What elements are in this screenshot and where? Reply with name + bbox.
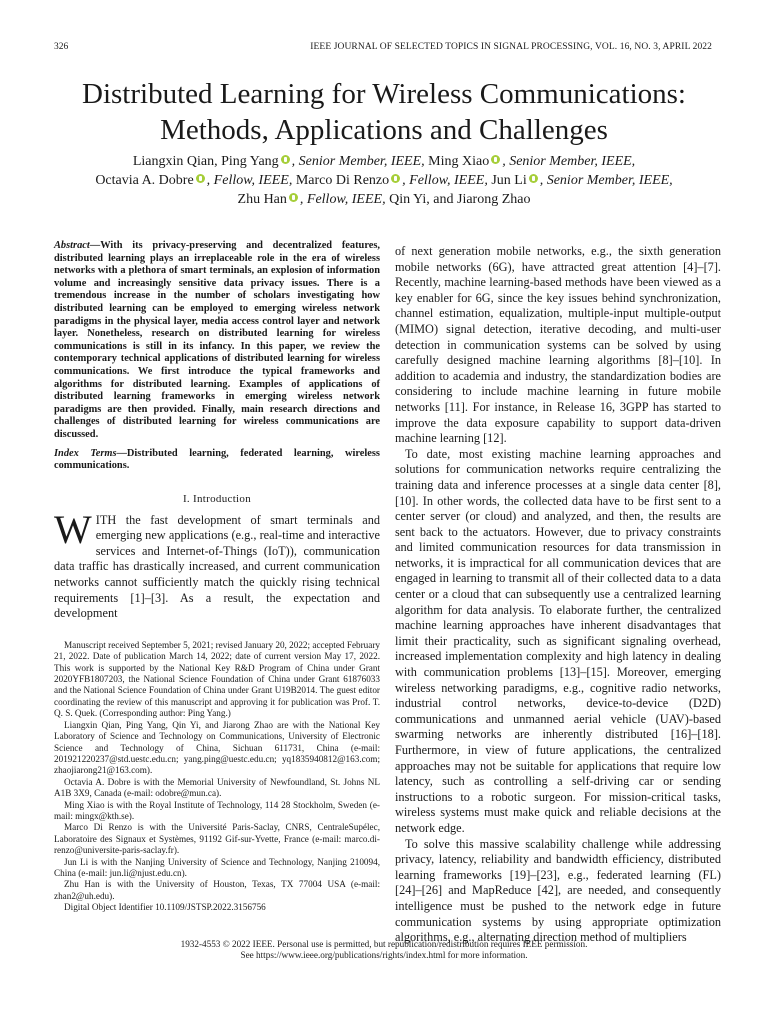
abstract-text: —With its privacy-preserving and decentralized features, distributed learning plays an irreplaceable role in the era of wireless networks with a plethora of smart terminals, an explosion of information volume and increasingly sensitive data privacy issues. There is a tremendous increase in the number of scholars investigating how distributed learning can be employed to emerging wireless network paradigms in the physical layer, media access control layer and network layer. Nonetheless, research on distributed learning for wireless communications is still in its infancy. In this paper, we review the contemporary technical applications of distributed learning for wireless communications. We first introduce the typical frameworks and algorithms for distributed learning. Examples of applications of distributed learning frameworks in emerging wireless network paradigms are then provided. Finally, main research directions and challenges of distributed learning for wireless communications are discussed. [54,240,380,440]
author-list [60,152,708,209]
author-membership: , Senior Member, IEEE, [291,154,425,169]
footnote: Manuscript received September 5, 2021; revised January 20, 2022; accepted February 21, 2022. Date of publication March 14, 2022; date of current version May 17, 2022. This work is supported by the National Key R&D Program of China under Grant 2020YFB1807203, the National Science Foundation of China under Grant 61876033 and the National Science Foundation of China under Grant U19B2014. The guest editor coordinating the review of this manuscript and approving it for publication was Prof. T. Q. S. Quek. (Corresponding author: Ping Yang.) [54,639,380,719]
orcid-icon[interactable] [281,155,290,164]
author-name: Octavia A. Dobre [95,173,194,188]
author-membership: , Fellow, IEEE, [206,173,293,188]
drop-cap: W [54,506,92,552]
title-line-2: Methods, Applications and Challenges [160,114,608,146]
orcid-icon[interactable] [391,174,400,183]
body-paragraph: of next generation mobile networks, e.g., the sixth generation mobile networks (6G), have attracted great attention [4]–[7]. Recently, machine learning-based methods have been viewed as a key enabler for 6G, since the key issues behind synchronization, channel estimation, equalization, multiple-input multiple-output (MIMO) signal detection, iterative decoding, and multi-user detection in communication systems can be solved by using carefully designed machine learning algorithms [8]–[10]. In addition to academia and industry, the standardization bodies are considering to include machine learning in future mobile networks [11]. For instance, in Release 16, 3GPP has started to improve the data exposure capability to support data-driven machine learning [12]. [395,244,721,446]
orcid-icon[interactable] [289,193,298,202]
author-line-2 [60,171,708,190]
body-paragraph: To solve this massive scalability challenge while addressing privacy, latency, reliability and bandwidth efficiency, distributed learning frameworks [19]–[23], e.g., federated learning (FL) [24]–[26] and MapReduce [42], are needed, and consequently intelligence must be pushed to the network edge in future communication systems by using appropriate optimization algorithms, e.g., alternating direction method of multipliers [395,836,721,945]
copyright-line: 1932-4553 © 2022 IEEE. Personal use is permitted, but republication/redistribution requires IEEE permission. [180,939,588,949]
author-line-1 [60,152,708,171]
footnote: Ming Xiao is with the Royal Institute of Technology, 114 28 Stockholm, Sweden (e-mail: mingx@kth.se). [54,799,380,821]
author-membership: , Fellow, IEEE, [299,192,386,207]
index-terms [54,448,380,473]
author-membership: , Senior Member, IEEE, [539,173,673,188]
intro-text: ITH the fast development of smart terminals and emerging new applications (e.g., real-time and interactive services and Internet-of-Things (IoT)), communication data traffic has drastically increased, and current communication networks cannot sufficiently match the quickly rising technical requirements [1]–[3]. As a result, the expectation and development [54,512,380,621]
footnote: Liangxin Qian, Ping Yang, Qin Yi, and Jiarong Zhao are with the National Key Laboratory of Science and Technology on Communications, University of Electronic Science and Technology of China, Sichuan 611731, China (e-mail: 201921220237@std.uestc.edu.cn; yang.ping@uestc.edu.cn; yq1835940812@163.com; zhaojiarong21@163.com). [54,719,380,776]
footnote: Octavia A. Dobre is with the Memorial University of Newfoundland, St. Johns NL A1B 3X9, Canada (e-mail: odobre@mun.ca). [54,776,380,799]
orcid-icon[interactable] [529,174,538,183]
copyright-footer [54,939,714,962]
author-name: Jun Li [487,173,527,188]
right-column [395,244,721,946]
index-terms-lead: Index Terms [54,447,117,459]
page-number: 326 [54,42,69,52]
abstract-lead: Abstract [54,240,90,251]
intro-paragraph [54,506,380,622]
doi-footnote: Digital Object Identifier 10.1109/JSTSP.2022.3156756 [64,902,266,913]
author-membership: , Senior Member, IEEE, [502,154,636,169]
orcid-icon[interactable] [491,155,500,164]
title-line-1: Distributed Learning for Wireless Communications: [82,78,686,110]
author-name: Ming Xiao [424,154,490,169]
index-terms-text: —Distributed learning, federated learning, wireless communications. [54,447,380,472]
author-name: Zhu Han [237,192,287,207]
author-line-3 [60,190,708,209]
footnotes [54,640,380,914]
author-name: Marco Di Renzo [292,173,390,188]
footnote: Jun Li is with the Nanjing University of Science and Technology, Nanjing 210094, China (e-mail: jun.li@njust.edu.cn). [54,856,380,878]
author-name: Liangxin Qian, Ping Yang [132,154,279,169]
footnote: Zhu Han is with the University of Houston, Texas, TX 77004 USA (e-mail: zhan2@uh.edu). [54,879,380,901]
journal-header: IEEE JOURNAL OF SELECTED TOPICS IN SIGNAL PROCESSING, VOL. 16, NO. 3, APRIL 2022 [310,42,712,52]
section-heading: I. Introduction [182,492,252,505]
body-paragraph: To date, most existing machine learning approaches and solutions for communication networks require centralizing the training data and inference processes at a single data center [8], [10]. In other words, the collected data have to be first sent to a center server (or cloud) and analyzed, and then, the results are sent back to the actuators. However, due to privacy constraints and limited communication resources for data transmission in networks, it is impractical for all communication devices that are engaged in learning to transmit all of their collected data to a data center or a cloud that can subsequently use a centralized learning algorithm for data analysis. To elaborate further, the centralized machine learning approaches have inherent disadvantages that limit their practicality, such as significant signaling overhead, increased implementation complexity and high latency in dealing with communication problems [13]–[15]. Moreover, emerging wireless networking paradigms, e.g., cognitive radio networks, industrial control networks, device-to-device (D2D) communications and unmanned aerial vehicle (UAV)-based swarming networks are inherently distributed [16]–[18]. Furthermore, in view of future applications, the centralized approaches may not be suitable for applications that require low latency, such as controlling a self-driving car or sending instructions to a robotic surgeon. For mission-critical tasks, wireless systems must make quick and reliable decisions at the network edge. [395,446,721,835]
orcid-icon[interactable] [196,174,205,183]
abstract [54,240,380,442]
author-membership: , Fellow, IEEE, [402,173,488,188]
rights-link[interactable]: See https://www.ieee.org/publications/rights/index.html for more information. [240,950,528,961]
author-name: Qin Yi, and Jiarong Zhao [385,192,531,207]
footnote: Marco Di Renzo is with the Université Paris-Saclay, CNRS, CentraleSupélec, Laboratoire des Signaux et Systèmes, 91192 Gif-sur-Yvette, France (e-mail: marco.di-renzo@universite-paris-saclay.fr). [54,822,380,856]
left-column [54,240,380,914]
paper-title [40,76,728,148]
